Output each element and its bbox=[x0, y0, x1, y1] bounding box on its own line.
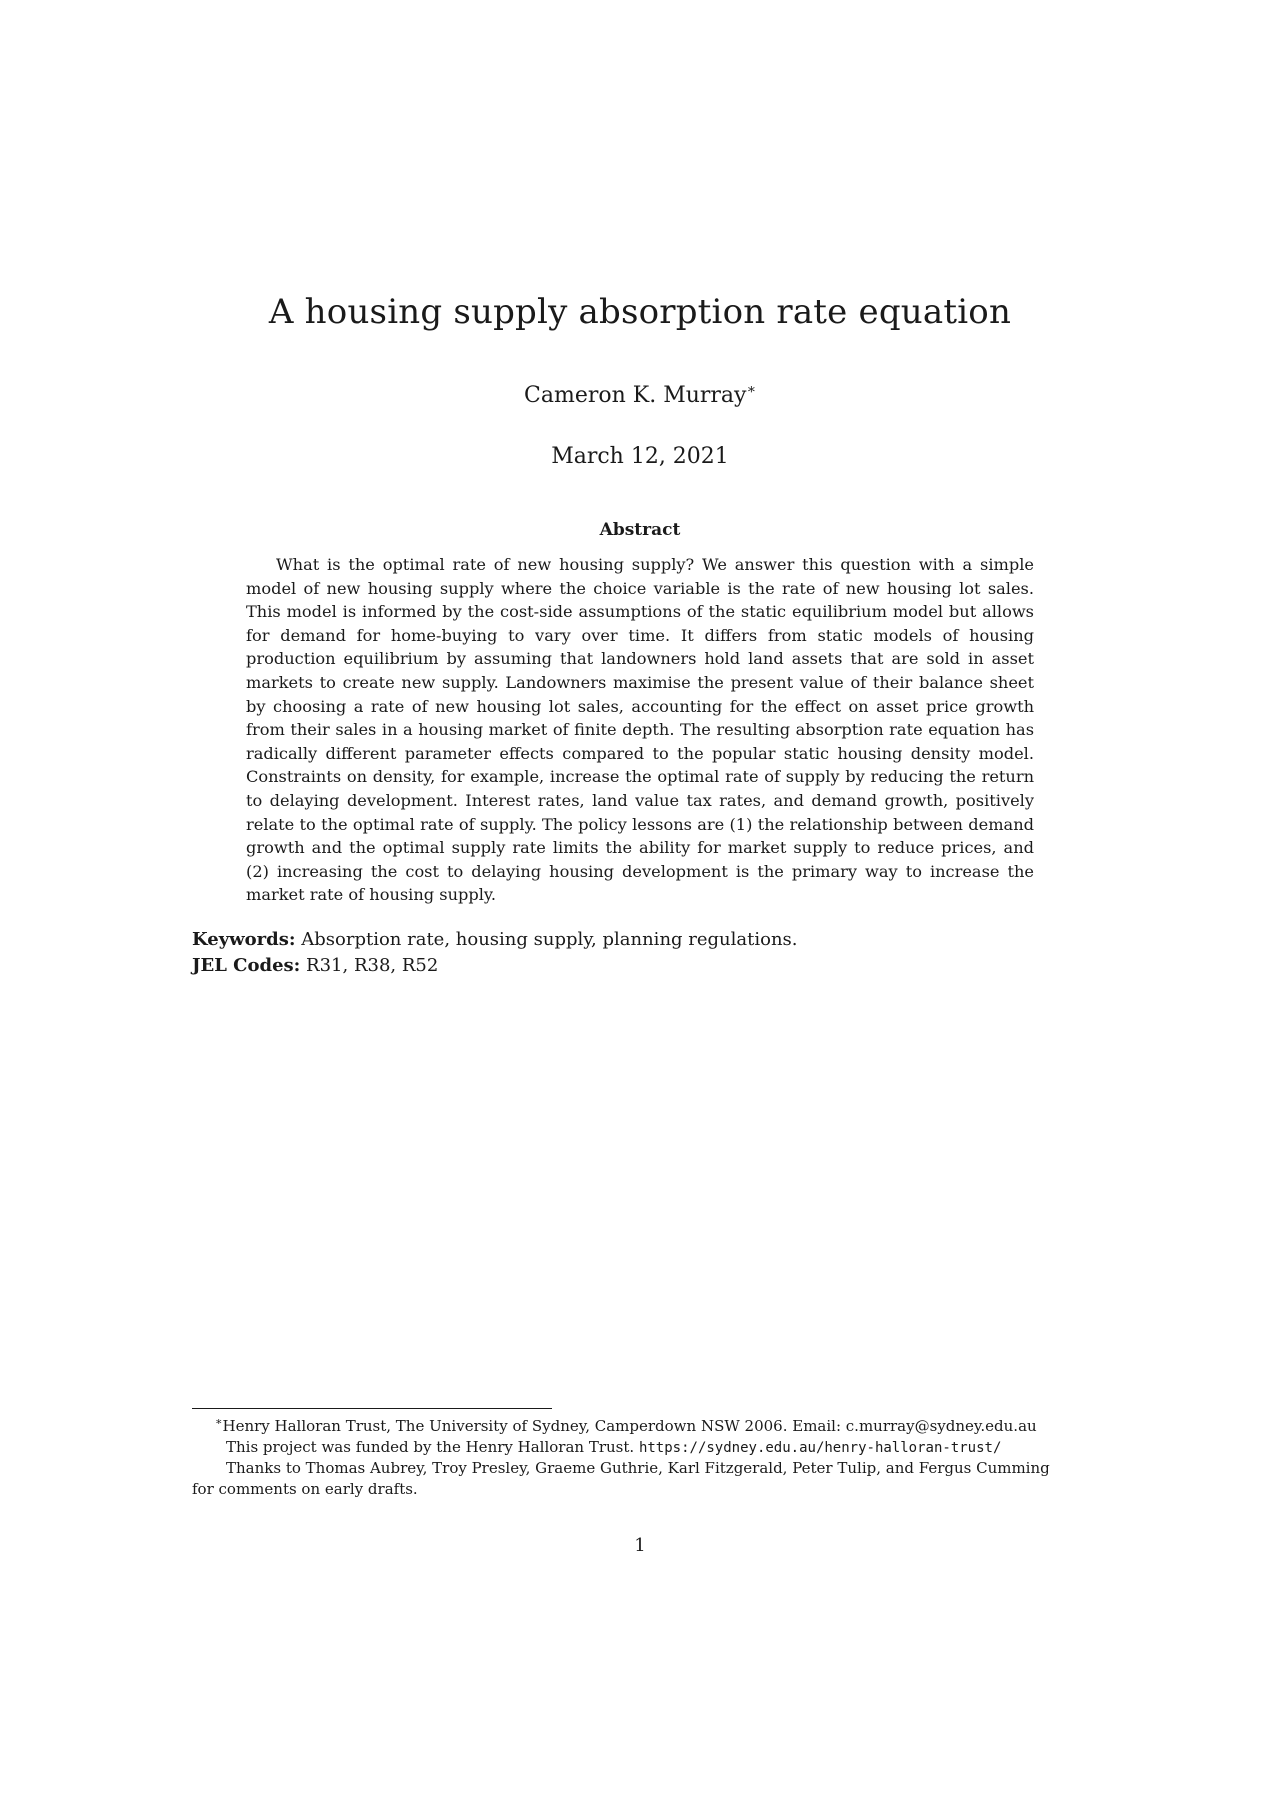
footnote-affiliation bbox=[215, 1416, 1037, 1437]
paper-date: March 12, 2021 bbox=[551, 444, 729, 469]
footnote-funding bbox=[226, 1437, 1001, 1459]
jel-codes-label: JEL Codes: bbox=[192, 955, 301, 976]
author-name: Cameron K. Murray bbox=[524, 383, 747, 408]
keywords-value: Absorption rate, housing supply, planning regulations. bbox=[301, 929, 798, 950]
footnote-mark: ∗ bbox=[215, 1415, 223, 1428]
paper-title: A housing supply absorption rate equation bbox=[268, 292, 1012, 332]
jel-codes-line bbox=[192, 955, 438, 976]
footnote-rule bbox=[192, 1408, 552, 1409]
author-line bbox=[0, 383, 1280, 408]
author-footnote-mark: ∗ bbox=[746, 381, 756, 398]
abstract-heading: Abstract bbox=[599, 520, 681, 540]
footnote-thanks-line-2: for comments on early drafts. bbox=[192, 1480, 418, 1498]
page-number: 1 bbox=[634, 1535, 646, 1556]
footnote-funding-link[interactable]: https://sydney.edu.au/henry-halloran-trust/ bbox=[638, 1440, 1002, 1456]
footnote-thanks-line-1: Thanks to Thomas Aubrey, Troy Presley, Graeme Guthrie, Karl Fitzgerald, Peter Tulip, and Fergus Cumming bbox=[226, 1459, 1050, 1477]
keywords-label: Keywords: bbox=[192, 929, 296, 950]
footnote-funding-text: This project was funded by the Henry Halloran Trust. bbox=[226, 1438, 639, 1456]
keywords-line bbox=[192, 929, 798, 950]
jel-codes-value: R31, R38, R52 bbox=[306, 955, 439, 976]
abstract-text: What is the optimal rate of new housing supply? We answer this question with a simple model of new housing supply where the choice variable is the rate of new housing lot sales. This model is informed by the cost-side assumptions of the static equilibrium model but allows for demand for home-buying to vary over time. It differs from static models of housing production equilibrium by assuming that landowners hold land assets that are sold in asset markets to create new supply. Landowners maximise the present value of their balance sheet by choosing a rate of new housing lot sales, accounting for the effect on asset price growth from their sales in a housing market of finite depth. The resulting absorption rate equation has radically different parameter effects compared to the popular static housing density model. Constraints on density, for example, increase the optimal rate of supply by reducing the return to delaying development. Interest rates, land value tax rates, and demand growth, positively relate to the optimal rate of supply. The policy lessons are (1) the relationship between demand growth and the optimal supply rate limits the ability for market supply to reduce prices, and (2) increasing the cost to delaying housing development is the primary way to increase the market rate of housing supply. bbox=[246, 555, 1034, 905]
footnote-affiliation-text: Henry Halloran Trust, The University of Sydney, Camperdown NSW 2006. Email: c.murray@sydney.edu.au bbox=[222, 1417, 1037, 1435]
